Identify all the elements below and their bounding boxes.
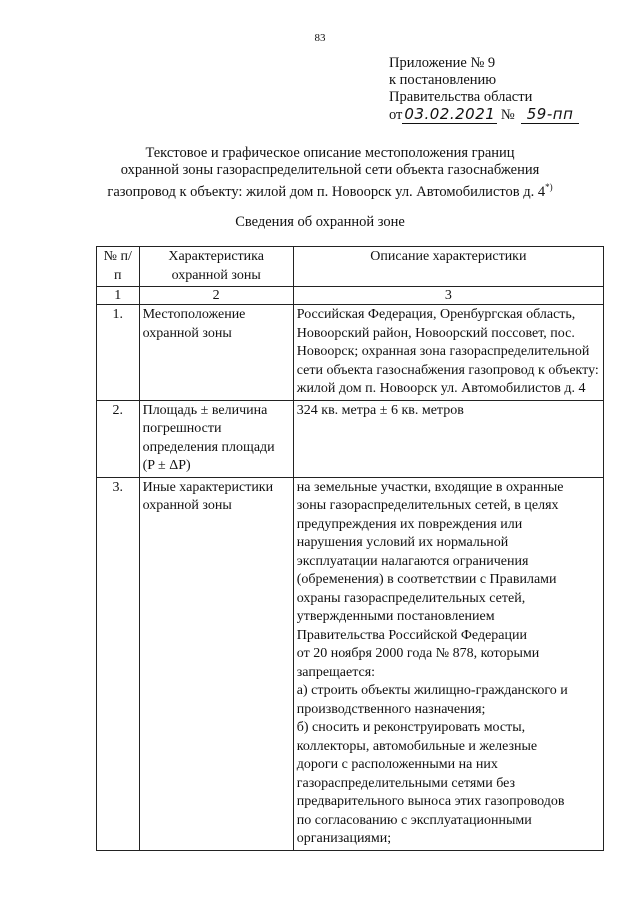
- description-line: по согласованию с эксплуатационными: [296, 812, 532, 828]
- description-line: от 20 ноября 2000 года № 878, которыми: [296, 646, 540, 661]
- header-characteristic: Характеристика охранной зоны: [139, 247, 293, 287]
- number-prefix: №: [500, 107, 515, 123]
- table-row: [97, 305, 604, 401]
- title-line-3: [60, 179, 600, 201]
- description-line: зоны газораспределительных сетей, в целях: [296, 498, 559, 513]
- appendix-line-resolution: к постановлению: [389, 72, 497, 88]
- appendix-block: [389, 55, 579, 124]
- row-description: 324 кв. метра ± 6 кв. метров: [293, 400, 603, 477]
- description-line: коллекторы, автомобильные и железные: [296, 738, 538, 754]
- table-row: [97, 400, 604, 477]
- row-number: 1.: [97, 305, 140, 401]
- description-line: Правительства Российской Федерации: [296, 627, 527, 643]
- row-description: [293, 477, 603, 850]
- row-number: 2.: [97, 400, 140, 477]
- table-header-row: [97, 247, 604, 287]
- handwritten-number: 59-пп: [521, 106, 580, 124]
- appendix-date-line: [389, 106, 579, 124]
- row-description: Российская Федерация, Оренбургская область, Новоорский район, Новоорский поссовет, пос. Новоорск; охранная зона газораспределительной сети объекта газоснабжения газопровод к объекту: жилой дом п. Новоорск ул. Автомобилистов д. 4: [293, 305, 603, 401]
- header-description: Описание характеристики: [293, 247, 603, 287]
- date-prefix: от: [389, 107, 403, 123]
- section-subtitle: Сведения об охранной зоне: [235, 214, 405, 230]
- row-characteristic: Иные характеристики охранной зоны: [139, 477, 293, 850]
- index-col-3: 3: [293, 287, 603, 305]
- title-line-2: охранной зоны газораспределительной сети объекта газоснабжения: [120, 162, 540, 178]
- description-line: предупреждения их повреждения или: [296, 516, 523, 532]
- page-number: 83: [314, 32, 326, 44]
- table-row: [97, 477, 604, 850]
- description-line: утвержденными постановлением: [296, 609, 495, 624]
- description-line: эксплуатации налагаются ограничения: [296, 553, 529, 569]
- handwritten-date: 03.02.2021: [404, 105, 496, 123]
- row-characteristic: Местоположение охранной зоны: [139, 305, 293, 401]
- description-line: запрещается:: [296, 664, 376, 680]
- appendix-title: Приложение № 9: [389, 55, 496, 71]
- index-col-2: 2: [139, 287, 293, 305]
- footnote-mark: *): [545, 182, 553, 192]
- appendix-line-government: Правительства области: [389, 89, 533, 105]
- document-title: [60, 145, 600, 201]
- title-line-3-text: газопровод к объекту: жилой дом п. Новоорск ул. Автомобилистов д. 4: [107, 183, 546, 200]
- description-line: дороги с расположенными на них: [296, 757, 498, 772]
- title-line-1: Текстовое и графическое описание местоположения границ: [145, 145, 515, 161]
- description-line: нарушения условий их нормальной: [296, 535, 509, 550]
- row-characteristic: Площадь ± величина погрешности определения площади (P ± ΔP): [139, 400, 293, 477]
- description-line: (обременения) в соответствии с Правилами: [296, 572, 557, 587]
- index-col-1: 1: [97, 287, 140, 305]
- zone-info-table: [96, 246, 604, 851]
- header-number: № п/п: [97, 247, 140, 287]
- description-line: организациями;: [296, 831, 392, 846]
- table-index-row: [97, 287, 604, 305]
- description-line: на земельные участки, входящие в охранные: [296, 479, 564, 495]
- description-line: предварительного выноса этих газопроводов: [296, 794, 565, 809]
- description-line: охраны газораспределительных сетей,: [296, 590, 526, 606]
- description-line: производственного назначения;: [296, 701, 486, 717]
- row-number: 3.: [97, 477, 140, 850]
- description-line: а) строить объекты жилищно-гражданского и: [296, 683, 568, 698]
- description-line: б) сносить и реконструировать мосты,: [296, 720, 526, 735]
- description-line: газораспределительными сетями без: [296, 775, 516, 791]
